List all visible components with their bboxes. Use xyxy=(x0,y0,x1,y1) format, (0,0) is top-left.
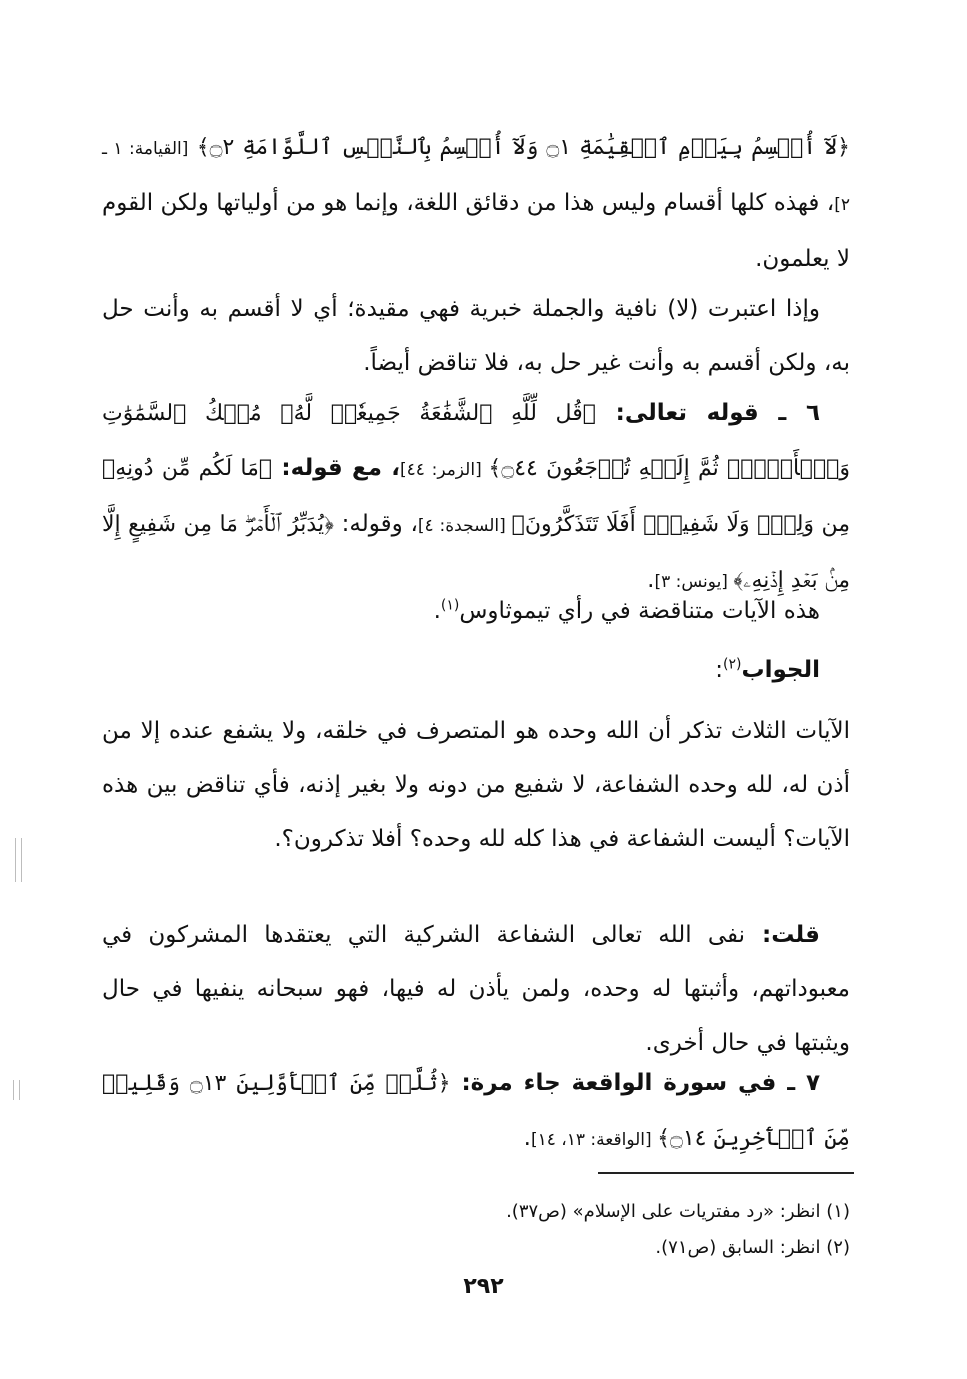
point-7-heading: ٧ ـ في سورة الواقعة جاء مرة: xyxy=(450,1070,820,1096)
paragraph-contradiction-claim xyxy=(102,584,850,638)
quran-verse-sajdah: ﴿مَا لَكُم مِّن دُونِهِۦ مِن وَلِيّٖ وَلَا شَفِيعٍۚ أَفَلَا تَتَذَكَّرُونَ﴾ xyxy=(102,456,851,537)
paragraph-text: الآيات الثلاث تذكر أن الله وحده هو المتصرف في خلقه، ولا يشفع عنده إلا من أذن له، لله وحده الشفاعة، لا شفيع من دونه ولا بغير إذنه، فأي تناقض بين هذه الآيات؟ أليست الشفاعة في هذا كله لله وحده؟ أفلا تذكرون؟. xyxy=(102,718,850,852)
paragraph-qiyamah-oath xyxy=(102,120,850,286)
paragraph-negation xyxy=(102,282,850,390)
heading-colon: : xyxy=(715,657,724,683)
paragraph-point-7 xyxy=(102,1056,850,1167)
verse-reference-zumar: [الزمر: ٤٤] xyxy=(399,460,489,480)
quran-verse-waqiah: ﴿ثُلَّةٞ مِّنَ ٱلۡأَوَّلِينَ ۝١٣ وَقَلِيلٞ مِّنَ ٱلۡأٓخِرِينَ ۝١٤﴾ xyxy=(102,1071,850,1151)
paragraph-author-note xyxy=(102,908,850,1070)
paragraph-text: هذه الآيات متناقضة في رأي تيموثاوس xyxy=(459,598,820,624)
point-6-heading: ٦ ـ قوله تعالى: xyxy=(595,400,820,426)
footnote-divider xyxy=(598,1172,854,1174)
paragraph-point-6 xyxy=(102,386,850,609)
scan-margin-mark xyxy=(15,838,16,882)
quran-verse-yunus: ﴿يُدَبِّرُ ٱلۡأَمۡرَۖ مَا مِن شَفِيعٍ إِلَّا مِنۢ بَعۡدِ إِذۡنِهِۦ﴾ xyxy=(102,512,850,593)
sentence-end: . xyxy=(647,567,655,593)
footnote-marker-2: (٢) xyxy=(723,656,742,673)
verse-reference-qiyamah: [القيامة: ١ ـ ٢] xyxy=(102,139,850,215)
sentence-end: . xyxy=(433,598,441,624)
sentence-end: . xyxy=(523,1125,531,1151)
quran-verse-zumar: ﴿قُل لِّلَّهِ ٱلشَّفَٰعَةُ جَمِيعٗاۖ لَّهُۥ مُلۡكُ ٱلسَّمَٰوَٰتِ وَٱلۡأَرۡضِۖ ثُمَّ إِلَيۡهِ تُرۡجَعُونَ ۝٤٤﴾ xyxy=(102,401,850,481)
scan-margin-mark xyxy=(19,1080,20,1100)
footnote-1: (١) انظر: «رد مفتريات على الإسلام» (ص٣٧). xyxy=(506,1201,850,1222)
connector-text: ، مع قوله: xyxy=(272,455,400,481)
footnote-2: (٢) انظر: السابق (ص٧١). xyxy=(655,1237,850,1258)
verse-reference-waqiah: [الواقعة: ١٣، ١٤] xyxy=(530,1130,658,1150)
verse-reference-sajdah: [السجدة: ٤] xyxy=(417,516,512,536)
footnote-marker-1: (١) xyxy=(440,597,460,614)
paragraph-text: وإذا اعتبرت (لا) نافية والجملة خبرية فهي مقيدة؛ أي لا أقسم به وأنت حل به، ولكن أقسم به وأنت غير حل به، فلا تناقض أيضاً. xyxy=(102,296,850,376)
connector-text: ، وقوله: xyxy=(333,511,418,537)
paragraph-answer xyxy=(102,704,850,866)
verse-reference-yunus: [يونس: ٣] xyxy=(654,572,734,592)
scan-margin-mark xyxy=(21,838,22,882)
author-note-heading: قلت: xyxy=(745,922,820,948)
paragraph-text: نفى الله تعالى الشفاعة الشركية التي يعتقدها المشركون في معبوداتهم، وأثبتها له وحده، ولمن يأذن له فيها، فهو سبحانه ينفيها في حال ويثبتها في حال أخرى. xyxy=(102,922,850,1056)
scan-margin-mark xyxy=(13,1080,14,1100)
page-number: ٢٩٢ xyxy=(463,1274,504,1299)
paragraph-text: ، فهذه كلها أقسام وليس هذا من دقائق اللغة، وإنما هو من أولياتها ولكن القوم لا يعلمون. xyxy=(102,190,850,272)
paragraph-answer-heading xyxy=(102,643,850,697)
quran-verse-qiyamah: ﴿لَآ أُقۡسِمُ بِيَوۡمِ ٱلۡقِيَٰمَةِ ۝١ وَلَآ أُقۡسِمُ بِٱلنَّفۡسِ ٱللَّوَّامَةِ ۝٢﴾ xyxy=(196,135,851,160)
answer-heading: الجواب xyxy=(741,657,820,683)
